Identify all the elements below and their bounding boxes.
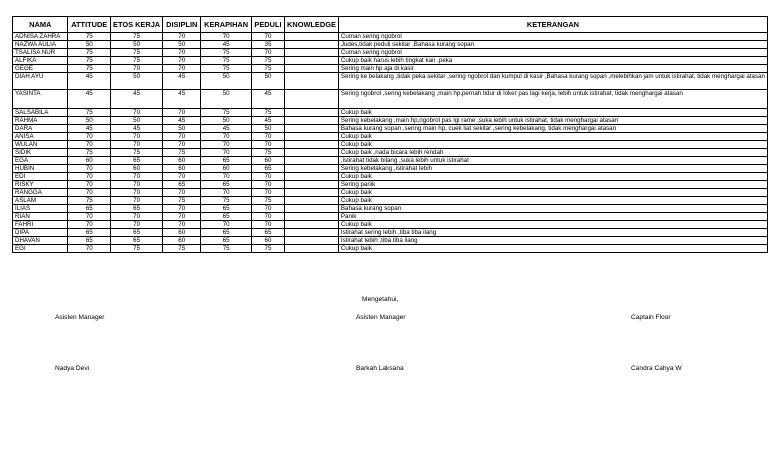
table-row <box>13 125 768 133</box>
cell-etos-kerja: 50 <box>111 73 163 90</box>
cell-disiplin: 70 <box>163 213 201 221</box>
cell-knowledge <box>285 149 339 157</box>
cell-keterangan: Cukup baik <box>338 245 767 253</box>
table-row <box>13 237 768 245</box>
cell-nama: GEGE <box>13 65 68 73</box>
cell-etos-kerja: 70 <box>111 133 163 141</box>
cell-attitude: 65 <box>68 229 111 237</box>
cell-knowledge <box>285 157 339 165</box>
cell-disiplin: 70 <box>163 65 201 73</box>
cell-etos-kerja: 75 <box>111 49 163 57</box>
cell-kerapihan: 65 <box>201 205 252 213</box>
cell-knowledge <box>285 141 339 149</box>
cell-nama: EGA <box>13 157 68 165</box>
cell-disiplin: 75 <box>163 245 201 253</box>
cell-nama: ASLAM <box>13 197 68 205</box>
cell-keterangan: Istirahat sering lebih ,tiba tiba ilang <box>338 229 767 237</box>
cell-keterangan: Cukup baik <box>338 221 767 229</box>
cell-nama: ILIAS <box>13 205 68 213</box>
header-kerapihan: KERAPIHAN <box>201 17 252 33</box>
cell-kerapihan: 70 <box>201 133 252 141</box>
cell-keterangan: Cukup baik <box>338 173 767 181</box>
cell-keterangan: Istirahat lebih ,tiba tiba ilang <box>338 237 767 245</box>
cell-kerapihan: 60 <box>201 165 252 173</box>
cell-kerapihan: 70 <box>201 141 252 149</box>
cell-keterangan: Cukup baik <box>338 109 767 117</box>
cell-disiplin: 50 <box>163 125 201 133</box>
table-row <box>13 173 768 181</box>
cell-etos-kerja: 50 <box>111 41 163 49</box>
cell-kerapihan: 70 <box>201 33 252 41</box>
cell-knowledge <box>285 117 339 125</box>
cell-kerapihan: 75 <box>201 65 252 73</box>
header-keterangan: KETERANGAN <box>338 17 767 33</box>
cell-kerapihan: 45 <box>201 125 252 133</box>
cell-attitude: 45 <box>68 125 111 133</box>
cell-knowledge <box>285 125 339 133</box>
cell-disiplin: 70 <box>163 205 201 213</box>
table-row <box>13 141 768 149</box>
cell-nama: DIPA <box>13 229 68 237</box>
cell-peduli: 75 <box>251 149 284 157</box>
table-row <box>13 165 768 173</box>
cell-disiplin: 70 <box>163 221 201 229</box>
cell-attitude: 70 <box>68 213 111 221</box>
table-row <box>13 90 768 109</box>
cell-peduli: 45 <box>251 117 284 125</box>
cell-peduli: 70 <box>251 181 284 189</box>
cell-keterangan: Bahasa kurang sopan <box>338 205 767 213</box>
cell-kerapihan: 65 <box>201 229 252 237</box>
cell-disiplin: 70 <box>163 189 201 197</box>
cell-nama: RIAN <box>13 213 68 221</box>
cell-attitude: 75 <box>68 33 111 41</box>
cell-peduli: 70 <box>251 49 284 57</box>
cell-keterangan: Sering ngobrol ,sering kebelakang ,main hp,pernah tidur di loker pas lagi kerja, lebih untuk istirahat, tidak menghargai atasan <box>338 90 767 109</box>
cell-etos-kerja: 65 <box>111 157 163 165</box>
cell-knowledge <box>285 165 339 173</box>
cell-peduli: 70 <box>251 133 284 141</box>
cell-kerapihan: 70 <box>201 173 252 181</box>
cell-keterangan: Cukup baik <box>338 141 767 149</box>
cell-nama: DARA <box>13 125 68 133</box>
cell-nama: EGI <box>13 245 68 253</box>
cell-nama: RISKY <box>13 181 68 189</box>
cell-etos-kerja: 70 <box>111 181 163 189</box>
cell-keterangan: Cukup baik <box>338 189 767 197</box>
table-row <box>13 229 768 237</box>
cell-knowledge <box>285 229 339 237</box>
cell-etos-kerja: 75 <box>111 33 163 41</box>
cell-disiplin: 45 <box>163 117 201 125</box>
cell-peduli: 65 <box>251 165 284 173</box>
cell-disiplin: 50 <box>163 41 201 49</box>
cell-disiplin: 60 <box>163 157 201 165</box>
cell-nama: FAHRI <box>13 221 68 229</box>
cell-disiplin: 70 <box>163 173 201 181</box>
cell-disiplin: 60 <box>163 229 201 237</box>
cell-keterangan: Bahasa kurang sopan ,sering main hp, cuek liat sekitar ,sering kebelakang, tidak menghargai atasan <box>338 125 767 133</box>
table-row <box>13 49 768 57</box>
cell-kerapihan: 50 <box>201 73 252 90</box>
cell-kerapihan: 70 <box>201 221 252 229</box>
cell-etos-kerja: 65 <box>111 229 163 237</box>
cell-knowledge <box>285 90 339 109</box>
signature-right-title: Captain Floor <box>631 314 671 321</box>
cell-attitude: 65 <box>68 237 111 245</box>
cell-kerapihan: 50 <box>201 90 252 109</box>
signature-right-name: Candra Cahya W <box>631 365 682 372</box>
cell-peduli: 70 <box>251 189 284 197</box>
cell-etos-kerja: 65 <box>111 205 163 213</box>
cell-etos-kerja: 70 <box>111 65 163 73</box>
cell-peduli: 65 <box>251 229 284 237</box>
cell-disiplin: 70 <box>163 49 201 57</box>
table-row <box>13 33 768 41</box>
cell-peduli: 75 <box>251 245 284 253</box>
cell-nama: DHAVAN <box>13 237 68 245</box>
cell-etos-kerja: 75 <box>111 149 163 157</box>
cell-disiplin: 75 <box>163 149 201 157</box>
signature-middle-name: Barkah Laksana <box>356 365 404 372</box>
cell-knowledge <box>285 133 339 141</box>
cell-keterangan: Cukup baik <box>338 197 767 205</box>
cell-peduli: 60 <box>251 157 284 165</box>
cell-etos-kerja: 65 <box>111 237 163 245</box>
header-knowledge: KNOWLEDGE <box>285 17 339 33</box>
cell-attitude: 70 <box>68 165 111 173</box>
cell-keterangan: Sering kebelakang ,main hp,ngobrol pas lgi rame ,suka lebih untuk istirahat, tidak menghargai atasan <box>338 117 767 125</box>
cell-attitude: 75 <box>68 197 111 205</box>
cell-etos-kerja: 45 <box>111 90 163 109</box>
cell-etos-kerja: 45 <box>111 125 163 133</box>
cell-knowledge <box>285 65 339 73</box>
cell-disiplin: 75 <box>163 197 201 205</box>
cell-peduli: 50 <box>251 125 284 133</box>
cell-disiplin: 70 <box>163 133 201 141</box>
table-row <box>13 205 768 213</box>
cell-peduli: 70 <box>251 213 284 221</box>
signature-left-name: Nadya Devi <box>55 365 90 372</box>
cell-keterangan: Sering ke belakang ,tidak peka sekitar ,sering ngobrol dan kumpul di kasir ,Bahasa kurang sopan ,melebihkan jam untuk istirahat, tidak menghargai atasan <box>338 73 767 90</box>
header-etos-kerja: ETOS KERJA <box>111 17 163 33</box>
cell-attitude: 70 <box>68 245 111 253</box>
cell-kerapihan: 75 <box>201 57 252 65</box>
cell-attitude: 70 <box>68 221 111 229</box>
cell-attitude: 75 <box>68 65 111 73</box>
table-row <box>13 41 768 49</box>
cell-peduli: 75 <box>251 109 284 117</box>
table-row <box>13 157 768 165</box>
cell-peduli: 35 <box>251 41 284 49</box>
header-attitude: ATTITUDE <box>68 17 111 33</box>
cell-peduli: 70 <box>251 221 284 229</box>
cell-attitude: 75 <box>68 149 111 157</box>
cell-disiplin: 60 <box>163 165 201 173</box>
cell-attitude: 60 <box>68 157 111 165</box>
table-row <box>13 189 768 197</box>
cell-kerapihan: 65 <box>201 213 252 221</box>
table-row <box>13 221 768 229</box>
table-row <box>13 133 768 141</box>
cell-kerapihan: 45 <box>201 41 252 49</box>
cell-knowledge <box>285 73 339 90</box>
cell-attitude: 70 <box>68 181 111 189</box>
cell-disiplin: 70 <box>163 57 201 65</box>
cell-etos-kerja: 60 <box>111 165 163 173</box>
table-body <box>13 33 768 253</box>
cell-attitude: 50 <box>68 117 111 125</box>
cell-nama: ADNISA ZAHRA <box>13 33 68 41</box>
cell-knowledge <box>285 221 339 229</box>
cell-disiplin: 70 <box>163 109 201 117</box>
cell-attitude: 45 <box>68 73 111 90</box>
cell-peduli: 45 <box>251 90 284 109</box>
cell-knowledge <box>285 49 339 57</box>
cell-keterangan: Sering kebelakang ,istirahat lebih <box>338 165 767 173</box>
cell-kerapihan: 75 <box>201 109 252 117</box>
cell-kerapihan: 75 <box>201 245 252 253</box>
cell-attitude: 75 <box>68 57 111 65</box>
evaluation-table <box>12 16 768 253</box>
cell-etos-kerja: 70 <box>111 141 163 149</box>
cell-kerapihan: 75 <box>201 197 252 205</box>
cell-keterangan: Sering main hp aja di kasir <box>338 65 767 73</box>
cell-nama: TSALISA NUR <box>13 49 68 57</box>
cell-knowledge <box>285 197 339 205</box>
cell-knowledge <box>285 213 339 221</box>
cell-kerapihan: 65 <box>201 157 252 165</box>
cell-kerapihan: 65 <box>201 237 252 245</box>
cell-knowledge <box>285 33 339 41</box>
cell-etos-kerja: 75 <box>111 245 163 253</box>
cell-etos-kerja: 70 <box>111 213 163 221</box>
cell-nama: RAHMA <box>13 117 68 125</box>
cell-nama: YASINTA <box>13 90 68 109</box>
cell-attitude: 75 <box>68 49 111 57</box>
cell-etos-kerja: 70 <box>111 197 163 205</box>
mengetahui-label: Mengetahui, <box>362 296 399 303</box>
cell-nama: NAZWA AULIA <box>13 41 68 49</box>
signature-left-title: Asisten Manager <box>55 314 105 321</box>
cell-knowledge <box>285 57 339 65</box>
cell-keterangan: ,istirahat tidak bilang ,suka lebih untuk istirahat <box>338 157 767 165</box>
cell-knowledge <box>285 189 339 197</box>
cell-disiplin: 70 <box>163 141 201 149</box>
cell-knowledge <box>285 245 339 253</box>
cell-kerapihan: 70 <box>201 149 252 157</box>
cell-etos-kerja: 70 <box>111 109 163 117</box>
cell-nama: SALSABILA <box>13 109 68 117</box>
cell-knowledge <box>285 237 339 245</box>
cell-knowledge <box>285 41 339 49</box>
cell-attitude: 70 <box>68 141 111 149</box>
cell-kerapihan: 50 <box>201 117 252 125</box>
cell-peduli: 50 <box>251 73 284 90</box>
cell-kerapihan: 65 <box>201 181 252 189</box>
cell-disiplin: 65 <box>163 181 201 189</box>
cell-peduli: 70 <box>251 205 284 213</box>
cell-nama: ALFIKA <box>13 57 68 65</box>
cell-knowledge <box>285 205 339 213</box>
cell-attitude: 70 <box>68 189 111 197</box>
table-row <box>13 149 768 157</box>
cell-nama: RANGGA <box>13 189 68 197</box>
cell-peduli: 70 <box>251 173 284 181</box>
cell-peduli: 75 <box>251 57 284 65</box>
cell-attitude: 65 <box>68 205 111 213</box>
header-row <box>13 17 768 33</box>
cell-keterangan: Panik <box>338 213 767 221</box>
cell-nama: EDI <box>13 173 68 181</box>
cell-disiplin: 45 <box>163 90 201 109</box>
cell-peduli: 75 <box>251 197 284 205</box>
cell-nama: WULAN <box>13 141 68 149</box>
cell-knowledge <box>285 173 339 181</box>
cell-peduli: 70 <box>251 33 284 41</box>
cell-kerapihan: 75 <box>201 49 252 57</box>
cell-etos-kerja: 75 <box>111 57 163 65</box>
cell-keterangan: Sering panik <box>338 181 767 189</box>
cell-keterangan: Cukup baik ,nada bicara lebih rendah <box>338 149 767 157</box>
table-row <box>13 197 768 205</box>
cell-etos-kerja: 70 <box>111 221 163 229</box>
cell-keterangan: Cukup baik <box>338 133 767 141</box>
signature-middle-title: Asisten Manager <box>356 314 406 321</box>
cell-attitude: 50 <box>68 41 111 49</box>
cell-attitude: 70 <box>68 173 111 181</box>
cell-nama: DIAH AYU <box>13 73 68 90</box>
cell-attitude: 45 <box>68 90 111 109</box>
table-row <box>13 65 768 73</box>
cell-attitude: 70 <box>68 133 111 141</box>
cell-knowledge <box>285 109 339 117</box>
cell-knowledge <box>285 181 339 189</box>
table-row <box>13 213 768 221</box>
cell-etos-kerja: 70 <box>111 173 163 181</box>
table-row <box>13 109 768 117</box>
cell-disiplin: 70 <box>163 33 201 41</box>
cell-keterangan: Judes,tidak peduli sekitar ,Bahasa kurang sopan <box>338 41 767 49</box>
cell-peduli: 75 <box>251 65 284 73</box>
table-row <box>13 245 768 253</box>
cell-disiplin: 45 <box>163 73 201 90</box>
header-peduli: PEDULI <box>251 17 284 33</box>
cell-nama: ANISA <box>13 133 68 141</box>
cell-attitude: 75 <box>68 109 111 117</box>
cell-peduli: 60 <box>251 237 284 245</box>
cell-keterangan: Cukup baik harus lebih tingkat kan ,peka <box>338 57 767 65</box>
header-disiplin: DISIPLIN <box>163 17 201 33</box>
cell-keterangan: Cuman sering ngobrol <box>338 33 767 41</box>
header-nama: NAMA <box>13 17 68 33</box>
table-row <box>13 117 768 125</box>
cell-disiplin: 60 <box>163 237 201 245</box>
cell-kerapihan: 70 <box>201 189 252 197</box>
cell-nama: HUBIN <box>13 165 68 173</box>
cell-etos-kerja: 70 <box>111 189 163 197</box>
cell-peduli: 70 <box>251 141 284 149</box>
table-row <box>13 181 768 189</box>
cell-etos-kerja: 50 <box>111 117 163 125</box>
table-row <box>13 57 768 65</box>
cell-keterangan: Cuman sering ngobrol <box>338 49 767 57</box>
cell-nama: SIDIK <box>13 149 68 157</box>
table-row <box>13 73 768 90</box>
